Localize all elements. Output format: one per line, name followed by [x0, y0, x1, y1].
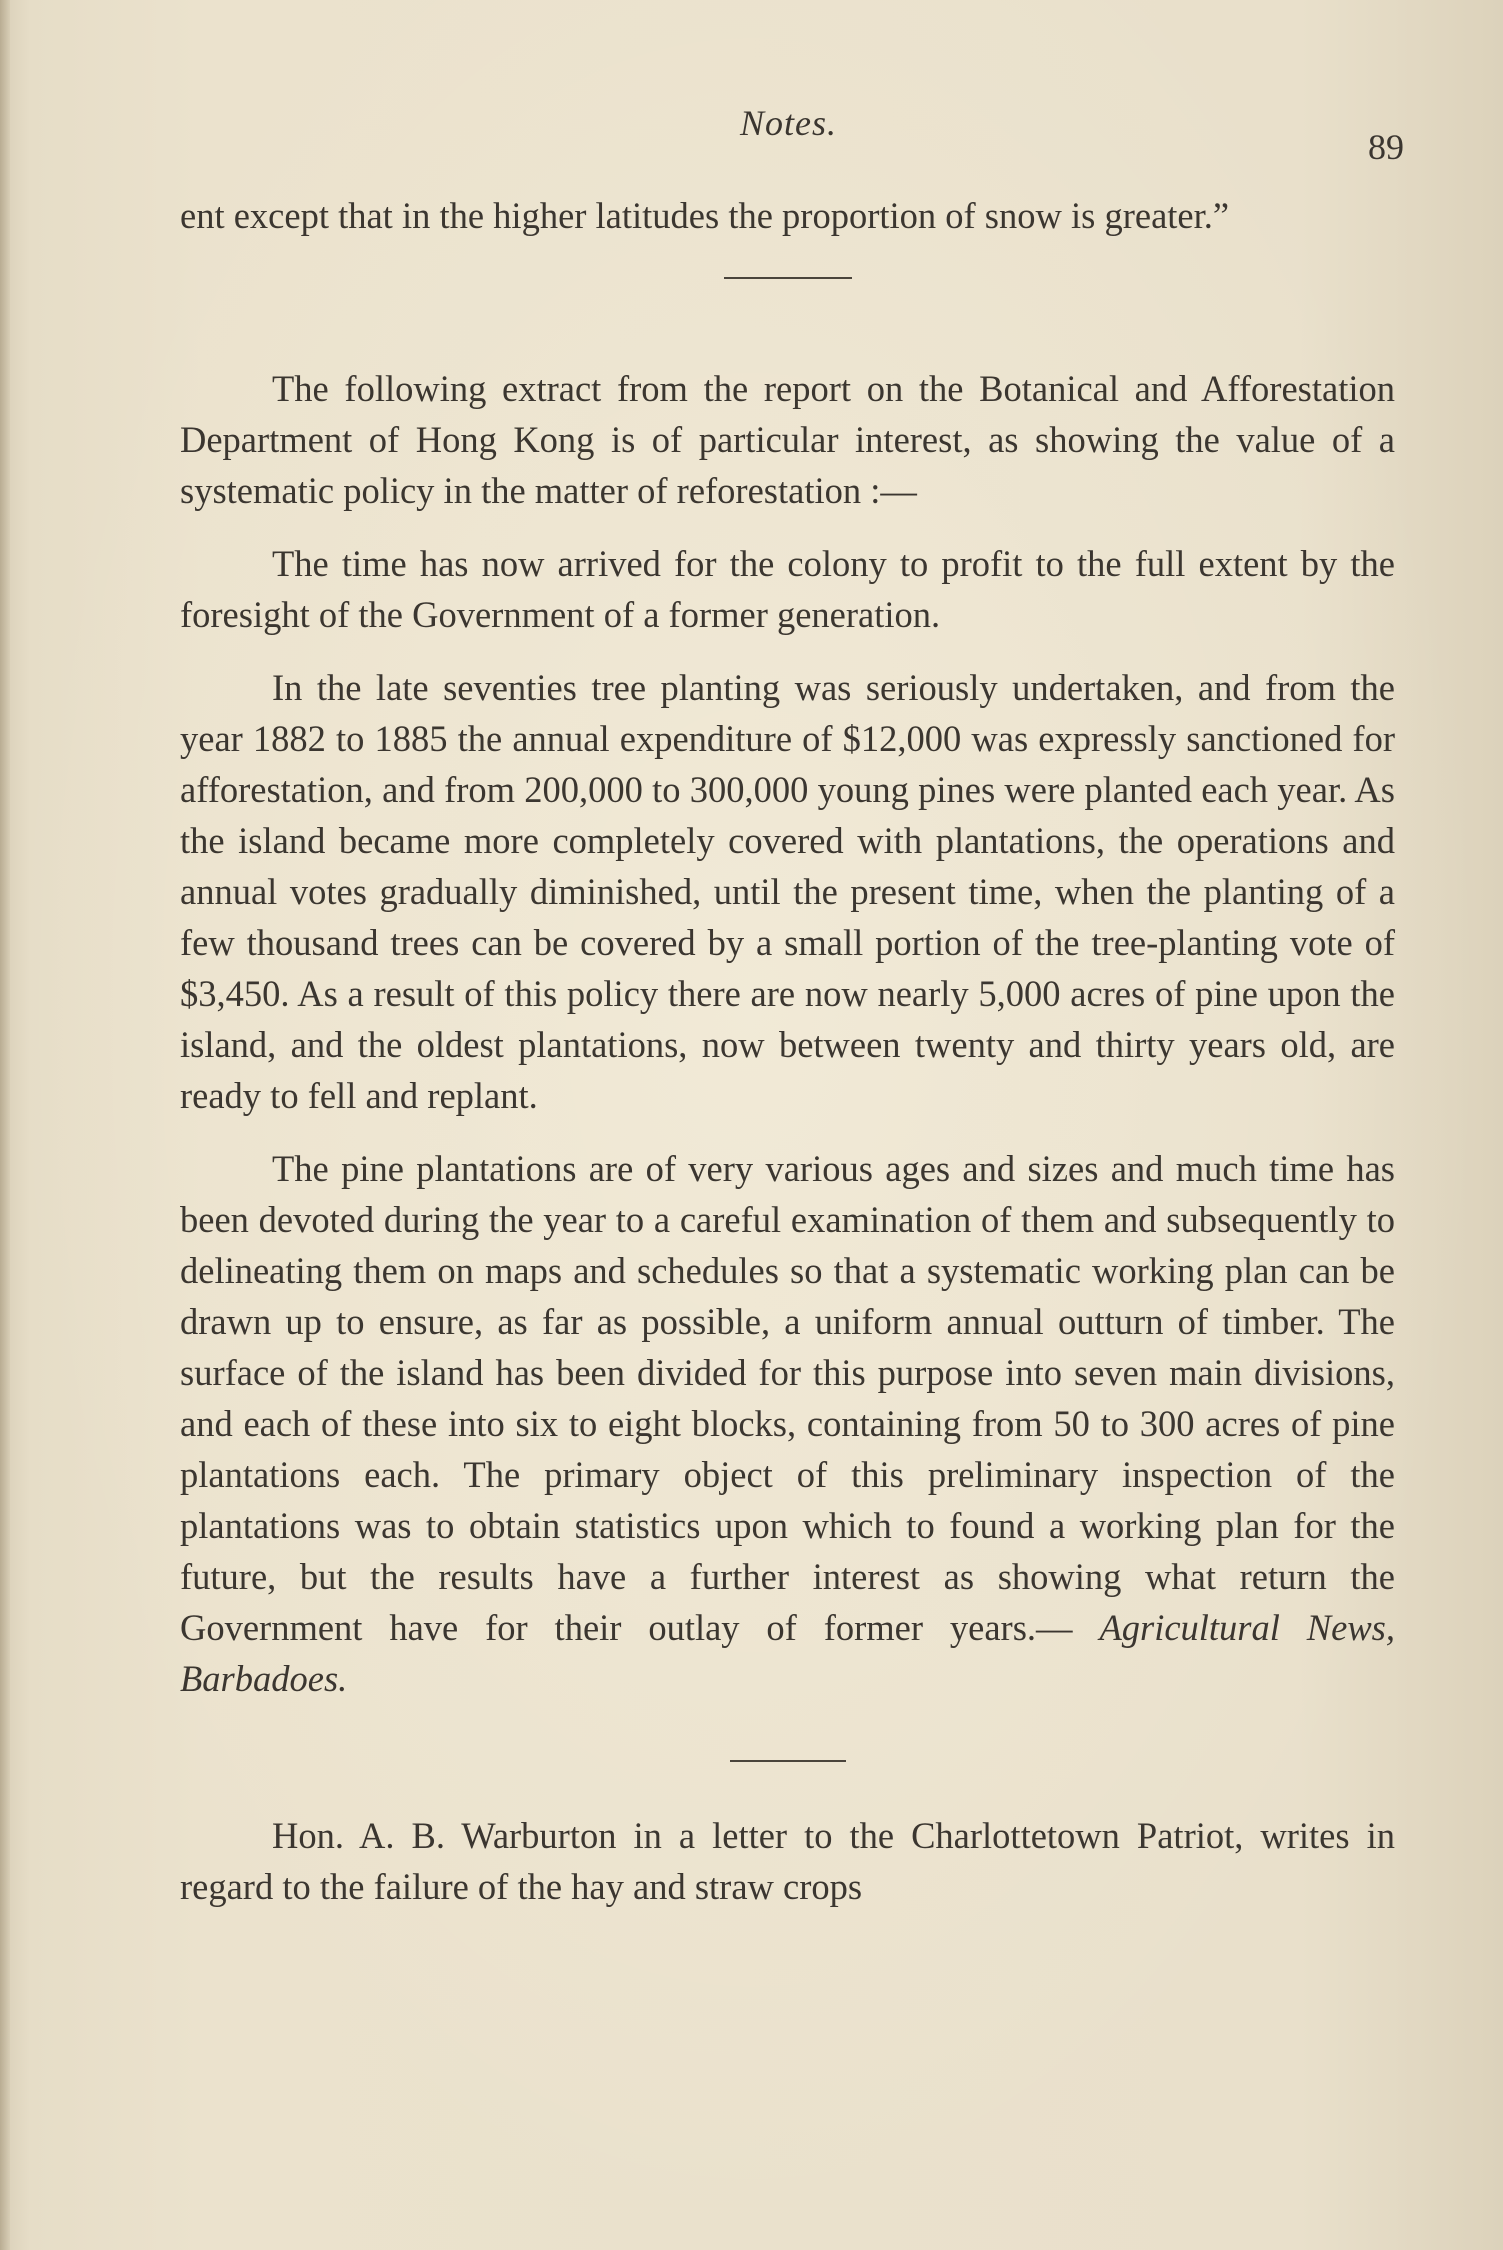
- paragraph-intro: The following extract from the report on the Botanical and Afforestation Department of Hong Kong is of particular interest, as showing the value of a systematic policy in the matter of reforestation :—: [180, 368, 1395, 511]
- section-divider: [724, 277, 852, 279]
- paragraph-quote-3: [180, 1143, 1395, 1704]
- page-binding-edge: [0, 0, 10, 2250]
- paragraph-quote-1: The time has now arrived for the colony to profit to the full extent by the foresight of the Government of a former generation.: [180, 543, 1395, 635]
- source-citation: Agricultural News, Barbadoes.: [180, 1607, 1396, 1699]
- running-title: Notes.: [740, 103, 838, 143]
- paragraph-warburton: Hon. A. B. Warburton in a letter to the Charlottetown Patriot, writes in regard to the failure of the hay and straw crops: [180, 1815, 1395, 1907]
- section-divider: [730, 1760, 846, 1762]
- paragraph-quote-2: In the late seventies tree planting was seriously undertaken, and from the year 1882 to 1885 the annual expenditure of $12,000 was expressly sanctioned for afforestation, and from 200,000 to 300,000 young pines were planted each year. As the island became more completely covered with plantations, the operations and annual votes gradually diminished, until the present time, when the planting of a few thousand trees can be covered by a small portion of the tree-planting vote of $3,450. As a result of this policy there are now nearly 5,000 acres of pine upon the island, and the oldest plantations, now between twenty and thirty years old, are ready to fell and replant.: [180, 667, 1395, 1116]
- paragraph-quote-3-text: The pine plantations are of very various ages and sizes and much time has been devoted during the year to a careful examination of them and subsequently to delineating them on maps and schedules so that a systematic working plan can be drawn up to ensure, as far as possible, a uniform annual outturn of timber. The surface of the island has been divided for this purpose into seven main divisions, and each of these into six to eight blocks, containing from 50 to 300 acres of pine plantations each. The primary object of this preliminary inspection of the plantations was to obtain statistics upon which to found a working plan for the future, but the results have a further interest as showing what return the Government have for their outlay of former years.—: [180, 1148, 1395, 1648]
- page-body: [180, 190, 1395, 1912]
- paragraph-continued: ent except that in the higher latitudes the proportion of snow is greater.”: [180, 195, 1230, 236]
- page-number: 89: [1368, 127, 1404, 167]
- page-header: [0, 102, 1503, 167]
